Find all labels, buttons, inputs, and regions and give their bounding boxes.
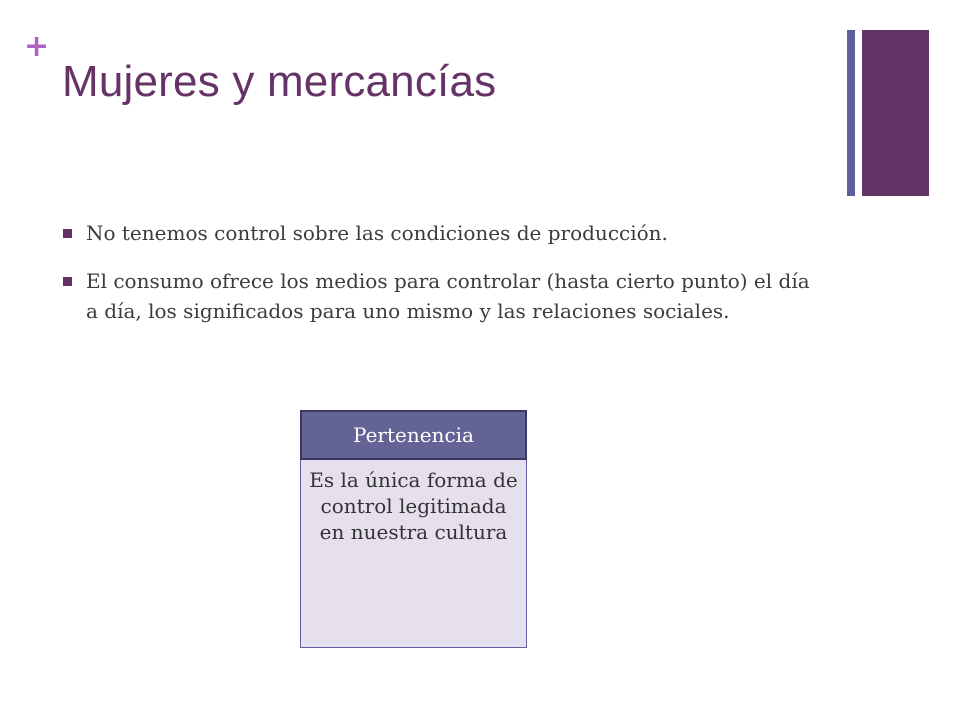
plus-icon: + xyxy=(24,29,50,64)
bullet-item xyxy=(62,266,822,326)
bullet-item xyxy=(62,218,822,248)
slide-title: Mujeres y mercancías xyxy=(62,57,497,106)
callout-header xyxy=(300,410,527,460)
callout-body xyxy=(300,450,527,648)
bullet-text: El consumo ofrece los medios para controlar (hasta cierto punto) el día a día, los significados para uno mismo y las relaciones sociales. xyxy=(86,269,810,323)
callout-box xyxy=(300,410,527,648)
decorative-thin-bar xyxy=(847,30,855,196)
bullet-text: No tenemos control sobre las condiciones de producción. xyxy=(86,221,668,245)
decorative-thick-bar xyxy=(862,30,929,196)
bullet-list xyxy=(62,218,822,344)
square-bullet-icon xyxy=(63,229,72,238)
callout-header-label: Pertenencia xyxy=(353,423,474,447)
square-bullet-icon xyxy=(63,277,72,286)
callout-body-text: Es la única forma de control legitimada en nuestra cultura xyxy=(309,468,518,544)
